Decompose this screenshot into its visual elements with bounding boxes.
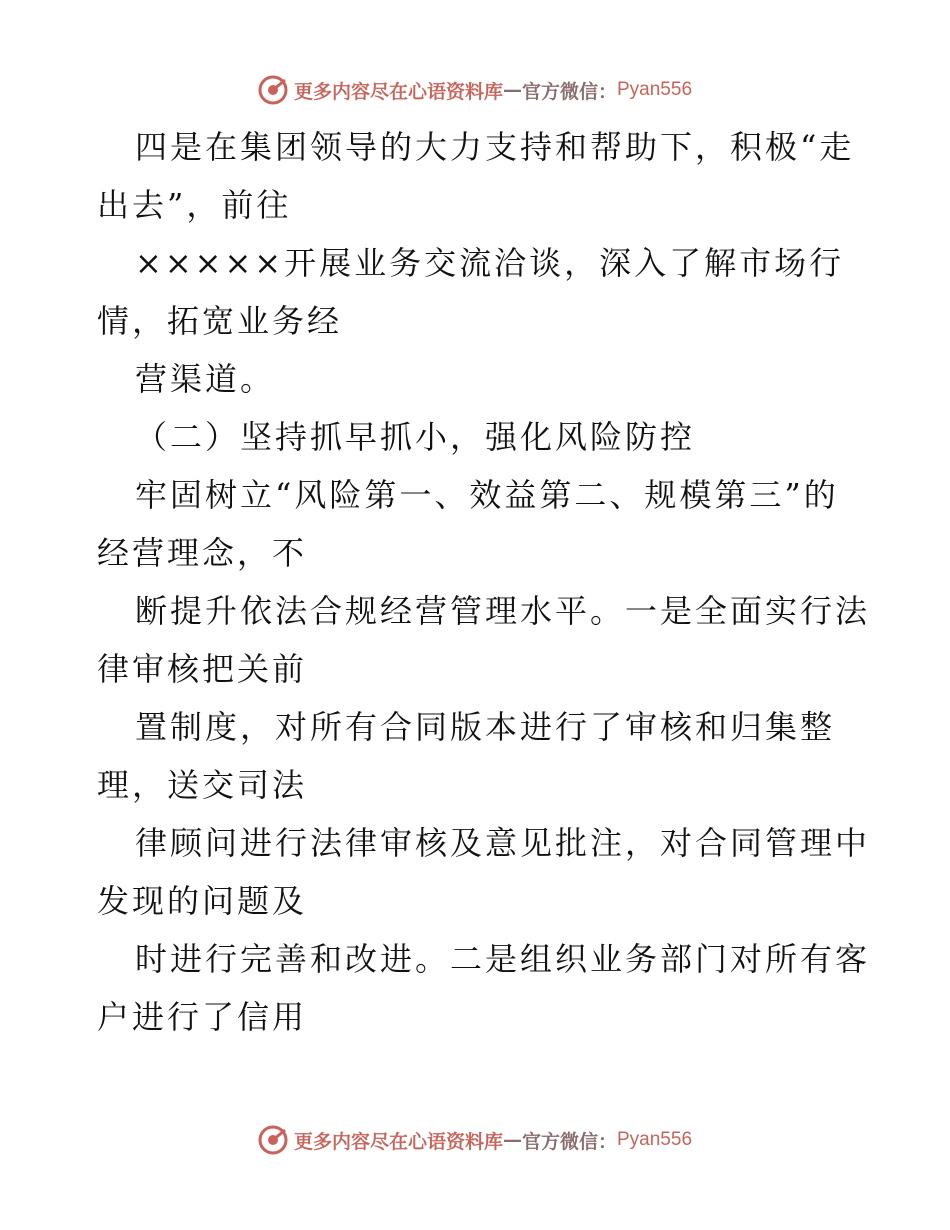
paragraph-line: ×××××开展业务交流洽谈，深入了解市场行 xyxy=(135,244,845,282)
watermark-dash: — xyxy=(502,79,522,101)
paragraph-line: 四是在集团领导的大力支持和帮助下，积极“走 xyxy=(135,128,855,166)
watermark-wechat-id: Pyan556 xyxy=(617,79,693,100)
header-watermark xyxy=(0,70,950,110)
watermark-site-text: 更多内容尽在心语资料库 xyxy=(293,1130,503,1153)
brand-logo-icon xyxy=(258,1125,288,1155)
paragraph-line: 时进行完善和改进。二是组织业务部门对所有客 xyxy=(135,940,871,978)
paragraph-line: 断提升依法合规经营管理水平。一是全面实行法 xyxy=(135,592,871,630)
watermark-wechat-label: 官方微信： xyxy=(521,1130,617,1153)
watermark-wechat-id: Pyan556 xyxy=(617,1129,693,1150)
paragraph-line: 律顾问进行法律审核及意见批注，对合同管理中 xyxy=(135,824,871,862)
watermark-dash: — xyxy=(502,1129,522,1151)
paragraph-line: 牢固树立“风险第一、效益第二、规模第三”的 xyxy=(135,476,839,514)
paragraph-line: 理，送交司法 xyxy=(97,766,308,804)
brand-logo-icon xyxy=(258,75,288,105)
document-body xyxy=(97,118,871,1046)
footer-watermark xyxy=(0,1120,950,1160)
paragraph-line: 经营理念，不 xyxy=(97,534,308,572)
paragraph-line: 出去”，前往 xyxy=(97,186,292,224)
paragraph-line: 户进行了信用 xyxy=(97,998,308,1036)
paragraph-line: 律审核把关前 xyxy=(97,650,308,688)
section-heading: （二）坚持抓早抓小，强化风险防控 xyxy=(135,418,696,456)
watermark-site-text: 更多内容尽在心语资料库 xyxy=(293,80,503,103)
paragraph-line: 营渠道。 xyxy=(135,360,276,398)
watermark-wechat-label: 官方微信： xyxy=(521,80,617,103)
paragraph-line: 置制度，对所有合同版本进行了审核和归集整 xyxy=(135,708,836,746)
paragraph-line: 发现的问题及 xyxy=(97,882,308,920)
paragraph-line: 情，拓宽业务经 xyxy=(97,302,343,340)
